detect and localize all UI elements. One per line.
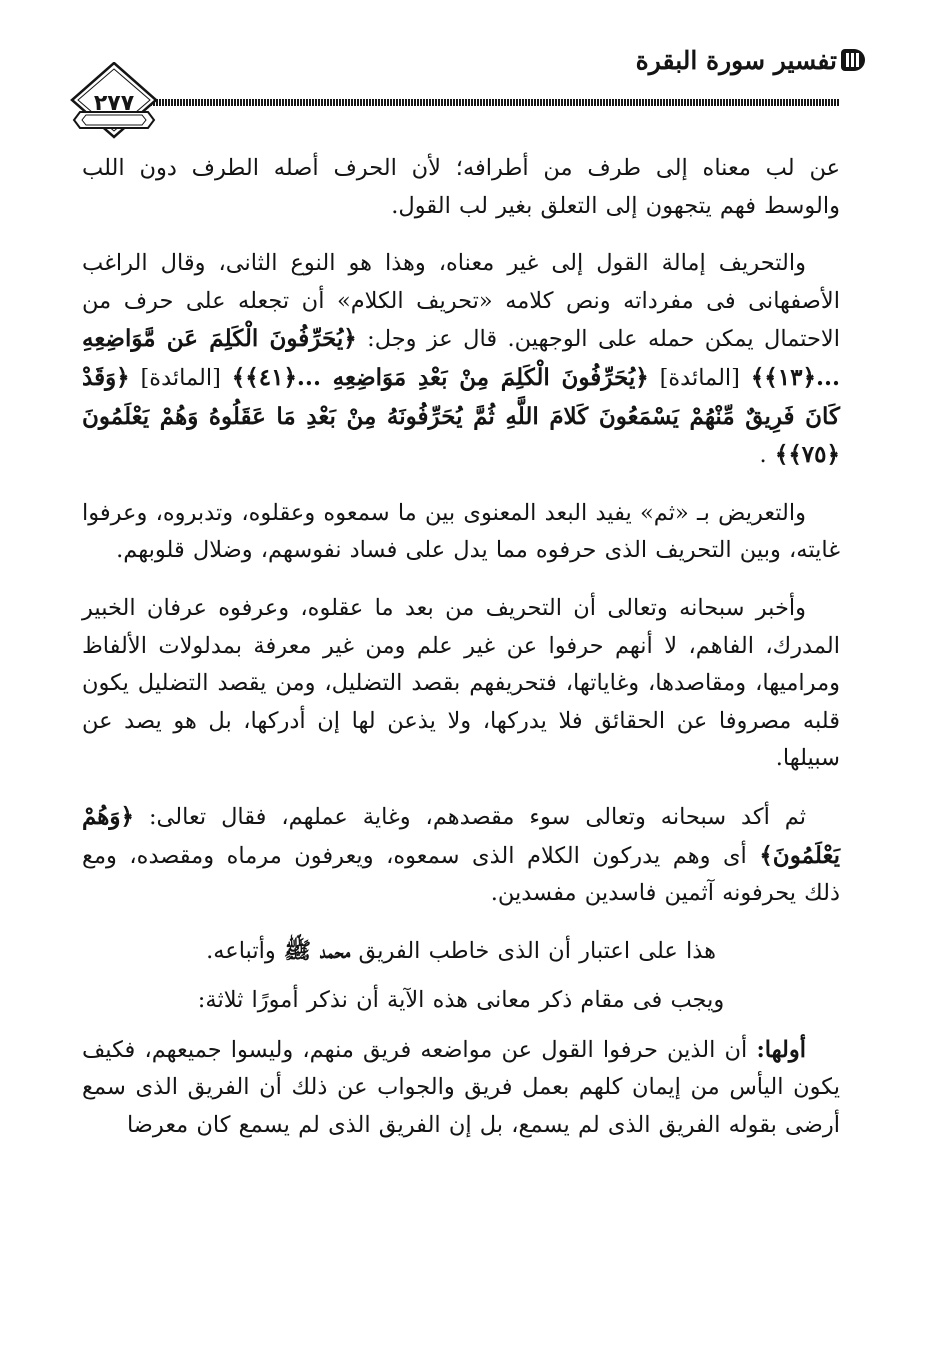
paragraph-2-text: والتحريف إمالة القول إلى غير معناه، وهذا هو النوع الثانى، وقال الراغب الأصفهانى فى مفرداته ونص كلامه «تحريف الكلام» أن تجعله على حرف من الاحتمال يمكن حمله على الوجهين. قال عز وجل:	[82, 250, 840, 353]
paragraph-6-text-end: وأتباعه.	[206, 937, 284, 964]
header-rule	[150, 99, 839, 106]
surah-citation-1: [المائدة]	[648, 364, 751, 391]
paragraph-7-text: ويجب فى مقام ذكر معانى هذه الآية أن نذكر أمورًا ثلاثة:	[197, 987, 725, 1014]
paragraph-5	[82, 798, 840, 913]
paragraph-5-text-end: أى وهم يدركون الكلام الذى سمعوه، ويعرفون مرماه ومقصده، ومع ذلك يحرفونه آثمين فاسدين مفسدين.	[82, 842, 840, 907]
page-number: ٢٧٧	[93, 91, 135, 116]
paragraph-2	[82, 245, 840, 475]
paragraph-1-text: عن لب معناه إلى طرف من أطرافه؛ لأن الحرف أصله الطرف دون اللب والوسط فهم يتجهون إلى التعلق بغير لب القول.	[82, 155, 840, 219]
header-ornament-icon	[841, 49, 865, 71]
prophet-name: محمد ﷺ	[283, 937, 351, 964]
quran-verse-1: ﴿يُحَرِّفُونَ الْكَلِمَ عَن مَّوَاضِعِهِ ...﴿١٣﴾﴾	[82, 325, 840, 391]
paragraph-8	[82, 1032, 840, 1145]
paragraph-5-text: ثم أكد سبحانه وتعالى سوء مقصدهم، وغاية عملهم، فقال تعالى:	[134, 803, 806, 830]
paragraph-2-end: .	[759, 442, 775, 469]
paragraph-7	[82, 982, 840, 1020]
quran-verse-2: ﴿يُحَرِّفُونَ الْكَلِمَ مِنْ بَعْدِ مَوَاضِعِهِ ...﴿٤١﴾﴾	[231, 363, 649, 391]
running-title: تفسير سورة البقرة	[635, 46, 837, 75]
paragraph-4-text: وأخبر سبحانه وتعالى أن التحريف من بعد ما عقلوه، وعرفوه عرفان الخبير المدرك، الفاهم، لا أنهم حرفوا عن غير علم ومن غير معرفة بمدلولات الألفاظ ومراميها، ومقاصدها، وغاياتها، فتحريفهم بقصد التضليل، ومن يقصد التضليل يكون قلبه مصروفا عن الحقائق فلا يدركها، ولا يذعن لها إن أدركها، بل هو يصد عن سبيلها.	[82, 594, 840, 772]
paragraph-3-text: والتعريض بـ «ثم» يفيد البعد المعنوى بين ما سمعوه وعقلوه، وتدبروه، وعرفوا غايته، وبين التحريف الذى حرفوه مما يدل على فساد نفوسهم، وضلال قلوبهم.	[82, 499, 840, 564]
paragraph-6-text: هذا على اعتبار أن الذى خاطب الفريق	[350, 937, 716, 964]
paragraph-8-lead: أولها:	[756, 1036, 806, 1063]
quran-verse-3: ﴿وَقَدْ كَانَ فَرِيقٌ مِّنْهُمْ يَسْمَعُونَ كَلامَ اللَّهِ ثُمَّ يُحَرِّفُونَهُ مِنْ بَعْدِ مَا عَقَلُوهُ وَهُمْ يَعْلَمُونَ ﴿٧٥﴾﴾	[82, 363, 840, 469]
quran-verse-4: ﴿وَهُمْ يَعْلَمُونَ﴾	[82, 802, 840, 869]
surah-citation-2: [المائدة]	[129, 364, 232, 391]
paragraph-1	[82, 150, 840, 225]
page-body	[82, 150, 840, 1165]
paragraph-6	[82, 933, 840, 971]
paragraph-4	[82, 590, 840, 778]
paragraph-8-text: أن الذين حرفوا القول عن مواضعه فريق منهم، وليسوا جميعهم، فكيف يكون اليأس من إيمان كلهم بعمل فريق والجواب عن ذلك أن الفريق الذى سمع أرضى بقوله الفريق الذى لم يسمع، بل إن الفريق الذى لم يسمع كان معرضا	[82, 1036, 840, 1139]
page-number-badge	[70, 62, 158, 142]
paragraph-3	[82, 495, 840, 570]
page-header	[0, 0, 935, 140]
